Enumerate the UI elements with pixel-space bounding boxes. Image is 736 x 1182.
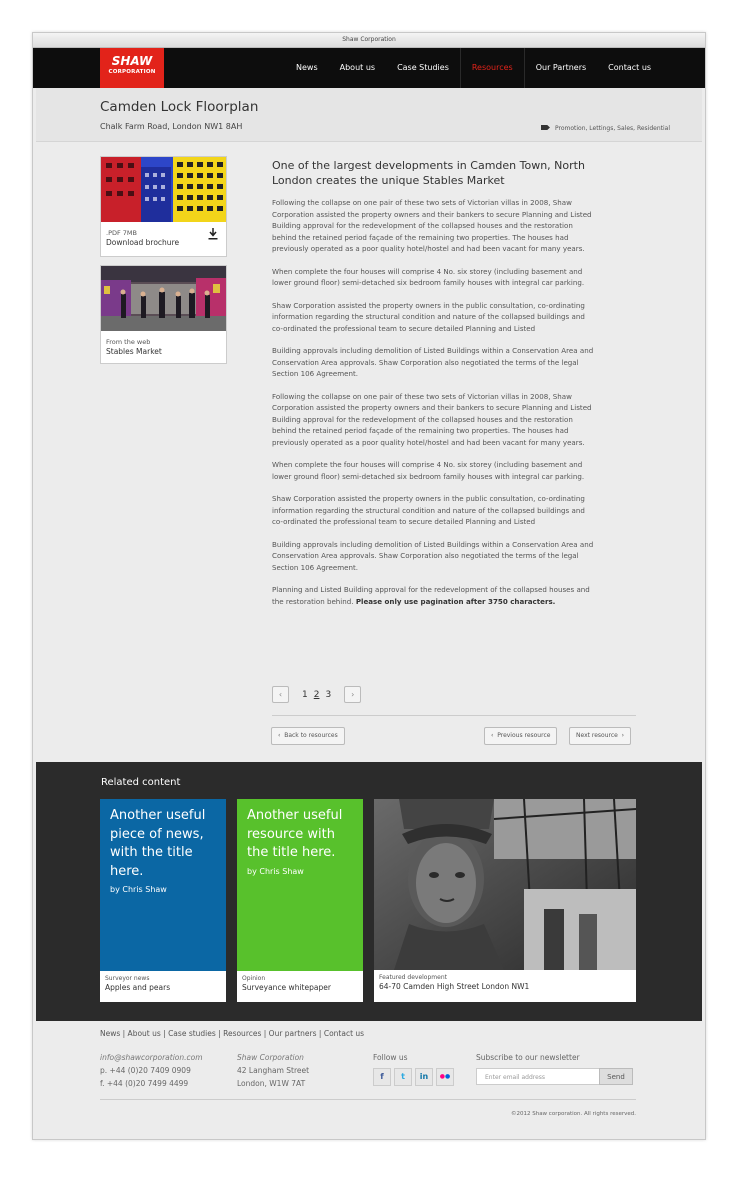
tag-list bbox=[541, 125, 670, 132]
linkedin-icon[interactable]: in bbox=[415, 1068, 433, 1086]
related-card-banner bbox=[100, 799, 226, 971]
article-paragraph-last bbox=[272, 584, 598, 607]
brochure-card[interactable] bbox=[100, 156, 227, 257]
article bbox=[272, 159, 598, 618]
article-paragraph: Building approvals including demolition of Listed Buildings within a Conservation Area and Conservation Area approvals. Shaw Corporation also negotiated the terms of the legal Section 106 Agreement. bbox=[272, 539, 594, 572]
related-card-name: Apples and pears bbox=[105, 983, 171, 992]
web-link-caption: From the web bbox=[106, 338, 151, 346]
pagination-note: Please only use pagination after 3750 characters. bbox=[355, 596, 556, 606]
footer-social bbox=[373, 1051, 457, 1086]
nav-item-contact[interactable]: Contact us bbox=[608, 63, 652, 72]
newsletter-email-input[interactable]: Enter email address bbox=[476, 1068, 600, 1085]
page-link[interactable]: 1 bbox=[302, 689, 308, 700]
related-card-featured[interactable] bbox=[374, 799, 636, 1002]
article-paragraph: When complete the four houses will comprise 4 No. six storey (including basement and lower ground floor) semi-detached six bedroom family houses with integral car parking. bbox=[272, 266, 585, 287]
twitter-icon[interactable]: t bbox=[394, 1068, 412, 1086]
tag-icon bbox=[541, 125, 550, 130]
newsletter-send-button[interactable]: Send bbox=[599, 1068, 633, 1085]
pagination bbox=[272, 686, 361, 703]
brochure-image bbox=[101, 157, 226, 222]
footer-contact bbox=[100, 1051, 203, 1090]
footer-divider bbox=[100, 1099, 636, 1100]
next-page-button[interactable]: › bbox=[344, 686, 361, 703]
logo-text: SHAW bbox=[111, 54, 153, 68]
newsletter-label: Subscribe to our newsletter bbox=[476, 1053, 580, 1062]
related-card-category: Featured development bbox=[379, 974, 447, 981]
facebook-icon[interactable]: f bbox=[373, 1068, 391, 1086]
last-paragraph-text: Planning and Listed Building approval for the redevelopment of the collapsed houses and the restoration behind. bbox=[272, 585, 590, 606]
related-card-news[interactable] bbox=[100, 799, 226, 1002]
footer-phone: p. +44 (0)20 7409 0909 bbox=[100, 1066, 191, 1075]
browser-window bbox=[32, 32, 706, 1140]
previous-label: Previous resource bbox=[497, 732, 551, 739]
previous-resource-button[interactable]: ‹ Previous resource bbox=[484, 727, 557, 745]
related-card-author: by Chris Shaw bbox=[247, 866, 304, 876]
article-paragraph: Following the collapse on one pair of these two sets of Victorian villas in 2008, Shaw Corporation assisted the property owners and their bankers to secure Planning and Listed Building approval for the redevelopment of the collapsed houses and the restoration behind the retained period façade of the remaining two properties. The houses had previously operated as a poor quality hotel/hostel and had been vacant for many years. bbox=[272, 391, 592, 447]
page-link-current[interactable]: 2 bbox=[313, 689, 320, 700]
page-header bbox=[36, 88, 702, 142]
top-nav bbox=[33, 48, 705, 88]
stables-market-image bbox=[101, 266, 226, 331]
article-lead: One of the largest developments in Camden Town, North London creates the unique Stables Market bbox=[272, 159, 585, 187]
related-card-author: by Chris Shaw bbox=[110, 885, 167, 894]
nav-item-about[interactable]: About us bbox=[339, 63, 376, 72]
related-heading: Related content bbox=[101, 777, 181, 788]
next-label: Next resource bbox=[576, 732, 618, 739]
page-link[interactable]: 3 bbox=[325, 689, 332, 700]
window-title: Shaw Corporation bbox=[33, 33, 705, 48]
related-card-banner bbox=[237, 799, 363, 971]
tags-text[interactable]: Promotion, Lettings, Sales, Residential bbox=[554, 125, 670, 132]
featured-development-image bbox=[374, 799, 636, 970]
related-card-footer bbox=[237, 971, 363, 992]
footer-company: Shaw Corporation bbox=[237, 1053, 304, 1062]
page-subtitle: Chalk Farm Road, London NW1 8AH bbox=[100, 122, 243, 131]
related-card-opinion[interactable] bbox=[237, 799, 363, 1002]
article-paragraph: Shaw Corporation assisted the property owners in the public consultation, co-ordinating information regarding the structural condition and nature of the collapsed buildings and co-ordinated the professional team to secure detailed Planning and Listed bbox=[272, 494, 585, 526]
footer-newsletter bbox=[476, 1051, 633, 1085]
footer-address-line2: London, W1W 7AT bbox=[237, 1079, 306, 1088]
related-card-title: Another useful piece of news, with the title here. bbox=[110, 808, 206, 879]
next-resource-button[interactable]: Next resource › bbox=[569, 727, 631, 745]
nav-item-resources[interactable]: Resources bbox=[460, 48, 525, 88]
related-card-name: Surveyance whitepaper bbox=[242, 983, 331, 992]
article-paragraph: Building approvals including demolition of Listed Buildings within a Conservation Area and Conservation Area approvals. Shaw Corporation also negotiated the terms of the legal Section 106 Agreement. bbox=[272, 346, 594, 378]
nav-item-news[interactable]: News bbox=[296, 63, 318, 72]
related-content bbox=[36, 762, 702, 1021]
back-label: Back to resources bbox=[284, 732, 338, 739]
brochure-caption: .PDF 7MB bbox=[106, 229, 137, 237]
logo[interactable] bbox=[100, 48, 164, 88]
copyright: ©2012 Shaw corporation. All rights reserved. bbox=[510, 1111, 636, 1117]
footer-address bbox=[237, 1051, 309, 1090]
nav-item-partners[interactable]: Our Partners bbox=[535, 63, 587, 72]
web-link-card[interactable] bbox=[100, 265, 227, 364]
back-to-resources-button[interactable]: ‹ Back to resources bbox=[271, 727, 345, 745]
article-paragraph: Shaw Corporation assisted the property owners in the public consultation, co-ordinating information regarding the structural condition and nature of the collapsed buildings and co-ordinated the professional team to secure detailed Planning and Listed bbox=[272, 300, 585, 333]
download-icon[interactable] bbox=[208, 228, 218, 243]
follow-us-label: Follow us bbox=[373, 1053, 408, 1062]
related-card-footer bbox=[374, 970, 636, 991]
web-link-title[interactable]: Stables Market bbox=[106, 347, 162, 356]
article-paragraph: When complete the four houses will comprise 4 No. six storey (including basement and lower ground floor) semi-detached six bedroom family houses with integral car parking. bbox=[272, 460, 585, 481]
footer-address-line1: 42 Langham Street bbox=[237, 1066, 310, 1075]
divider bbox=[272, 715, 636, 716]
footer-fax: f. +44 (0)20 7499 4499 bbox=[100, 1079, 189, 1088]
related-card-footer bbox=[100, 971, 226, 992]
footer-email[interactable]: info@shawcorporation.com bbox=[100, 1053, 203, 1062]
related-card-name: 64-70 Camden High Street London NW1 bbox=[379, 982, 530, 991]
nav-item-case-studies[interactable]: Case Studies bbox=[397, 63, 449, 72]
logo-subtext: CORPORATION bbox=[108, 69, 156, 75]
page-title: Camden Lock Floorplan bbox=[100, 99, 259, 115]
brochure-title[interactable]: Download brochure bbox=[106, 238, 180, 247]
related-card-category: Surveyor news bbox=[105, 975, 150, 982]
flickr-icon[interactable]: ●● bbox=[436, 1068, 454, 1086]
main-menu bbox=[285, 48, 662, 88]
related-card-title: Another useful resource with the title here. bbox=[247, 808, 343, 860]
article-paragraph: Following the collapse on one pair of these two sets of Victorian villas in 2008, Shaw Corporation assisted the property owners and their bankers to secure Planning and Listed Building approval for the redevelopment of the collapsed houses and the restoration behind the retained period façade of the remaining two properties. The houses had previously operated as a poor quality hotel/hostel and had been vacant for many years. bbox=[272, 198, 592, 253]
social-links bbox=[373, 1068, 457, 1086]
related-card-category: Opinion bbox=[242, 975, 266, 982]
prev-page-button[interactable]: ‹ bbox=[272, 686, 289, 703]
footer-links[interactable]: News | About us | Case studies | Resources | Our partners | Contact us bbox=[100, 1029, 365, 1038]
